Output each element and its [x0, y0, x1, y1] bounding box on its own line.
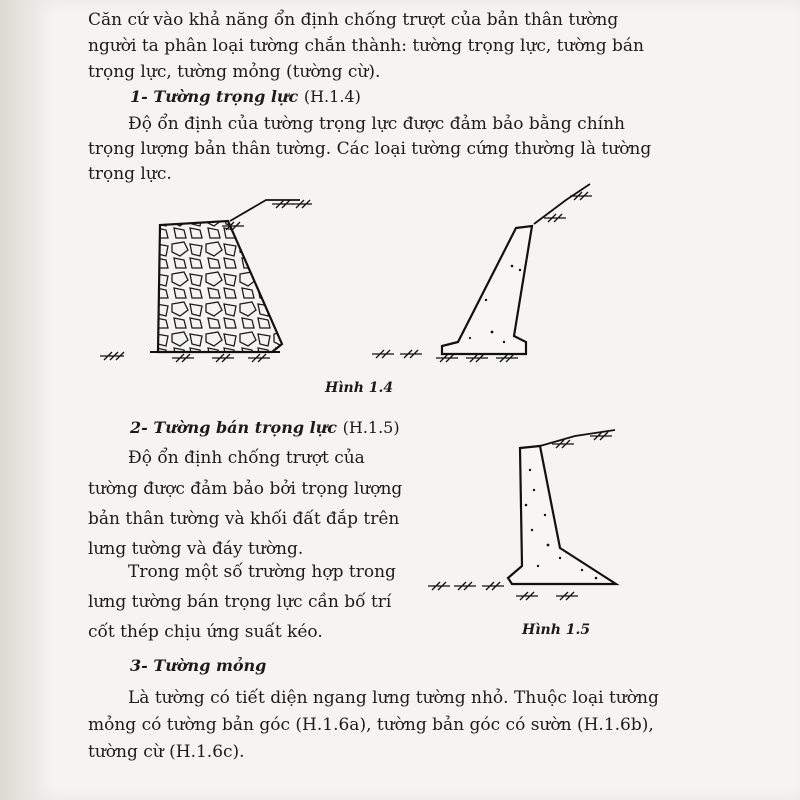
intro-line-1: Căn cứ vào khả năng ổn định chống trượt của bản thân tường [88, 10, 619, 30]
section-2-line-2: tường được đảm bảo bởi trọng lượng [88, 479, 403, 499]
section-1-line-2: trọng lượng bản thân tường. Các loại tường cứng thường là tường [88, 139, 652, 159]
section-1-heading-ref: (H.1.4) [303, 87, 361, 106]
section-2-heading-ref: (H.1.5) [342, 418, 400, 437]
section-1-line-3: trọng lực. [88, 164, 172, 184]
section-3-line-1: Là tường có tiết diện ngang lưng tường nhỏ. Thuộc loại tường [128, 688, 659, 708]
backfill-slope-fig15 [540, 430, 615, 446]
section-2-line-1: Độ ổn định chống trượt của [128, 448, 365, 468]
figure-1-5-caption: Hình 1.5 [522, 622, 591, 638]
section-2-line-5: Trong một số trường hợp trong [128, 562, 396, 582]
section-3-heading: 3- Tường mỏng [130, 656, 267, 675]
figure-1-4-caption: Hình 1.4 [325, 380, 394, 396]
semi-gravity-wall-outline [508, 446, 616, 584]
section-2-line-6: lưng tường bán trọng lực cần bố trí [88, 592, 392, 612]
section-2-heading-title: 2- Tường bán trọng lực [130, 418, 338, 437]
intro-line-3: trọng lực, tường mỏng (tường cừ). [88, 62, 381, 82]
section-1-line-1: Độ ổn định của tường trọng lực được đảm bảo bằng chính [128, 114, 625, 134]
section-3-line-2: mỏng có tường bản góc (H.1.6a), tường bản góc có sườn (H.1.6b), [88, 715, 654, 735]
section-2-line-4: lưng tường và đáy tường. [88, 539, 304, 559]
section-2-line-3: bản thân tường và khối đất đắp trên [88, 509, 400, 529]
section-1-heading-title: 1- Tường trọng lực [130, 87, 299, 106]
section-2-line-7: cốt thép chịu ứng suất kéo. [88, 622, 323, 642]
section-3-line-3: tường cừ (H.1.6c). [88, 742, 245, 762]
intro-line-2: người ta phân loại tường chắn thành: tường trọng lực, tường bán [88, 36, 644, 56]
